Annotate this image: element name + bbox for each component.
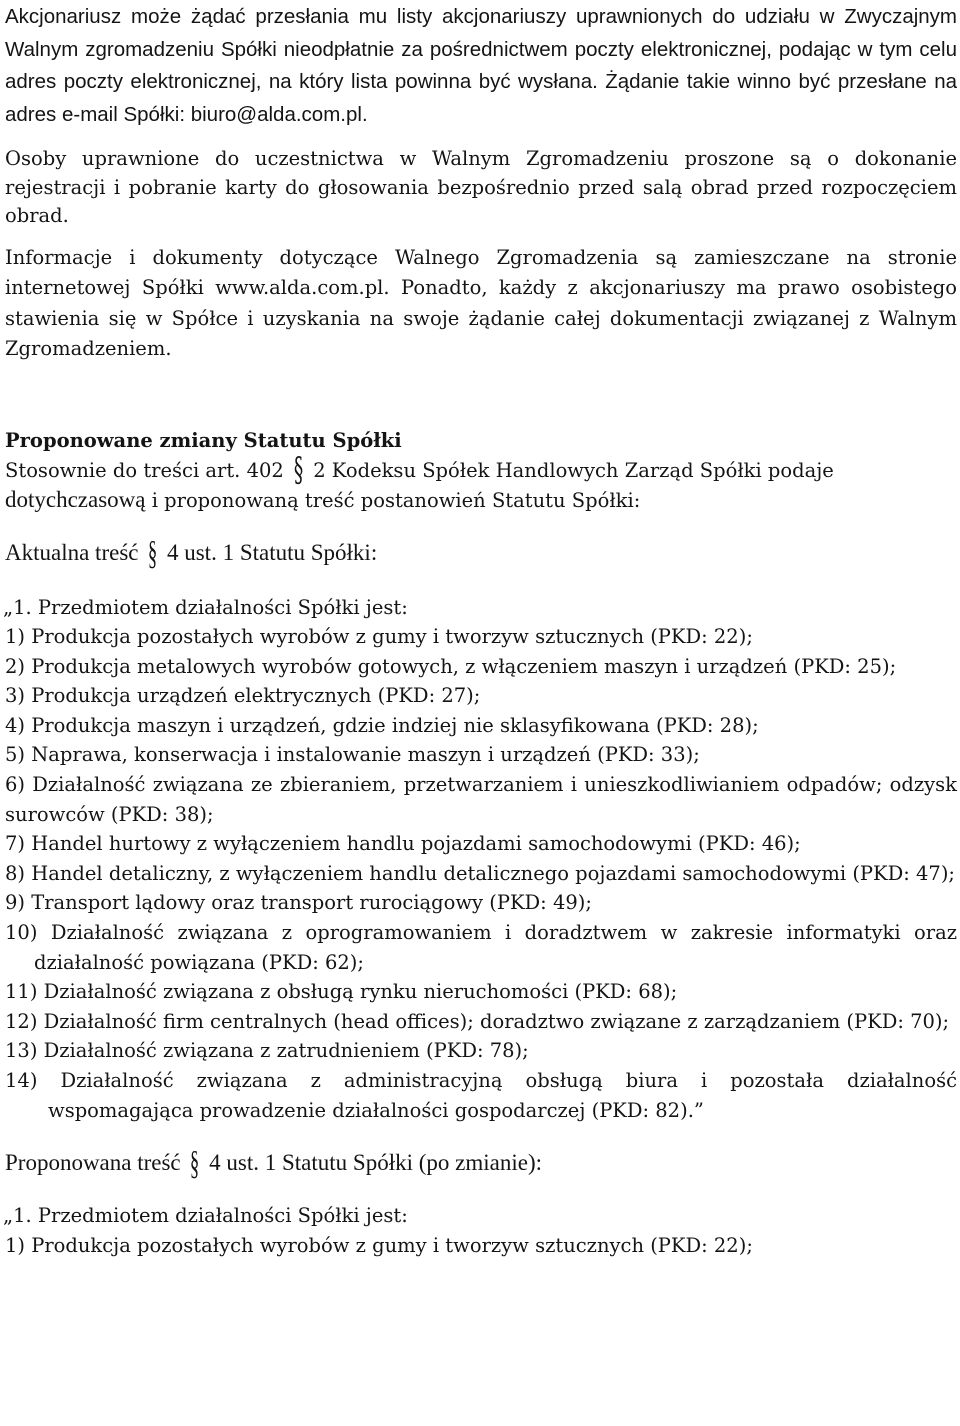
list-item: 1) Produkcja pozostałych wyrobów z gumy i tworzyw sztucznych (PKD: 22);	[5, 625, 753, 649]
document-page	[5, 0, 957, 1260]
list-item: 7) Handel hurtowy z wyłączeniem handlu pojazdami samochodowymi (PKD: 46);	[5, 832, 801, 856]
list-item: 9) Transport lądowy oraz transport rurociągowy (PKD: 49);	[5, 891, 592, 915]
list-item: 2) Produkcja metalowych wyrobów gotowych, z włączeniem maszyn i urządzeń (PKD: 25);	[5, 654, 897, 678]
intro-tail-b: i proponowaną treść postanowień Statutu Spółki:	[145, 488, 641, 512]
list-item: 4) Produkcja maszyn i urządzeń, gdzie indziej nie sklasyfikowana (PKD: 28);	[5, 713, 759, 737]
proposed-label-a: Proponowana treść	[5, 1150, 181, 1176]
paragraph-shareholder-list: Akcjonariusz może żądać przesłania mu listy akcjonariuszy uprawnionych do udziału w Zwyczajnym Walnym zgromadzeniu Spółki nieodpłatnie za pośrednictwem poczty elektronicznej, podając w tym celu adres poczty elektronicznej, na który lista powinna być wysłana. Żądanie takie winno być przesłane na adres e-mail Spółki: biuro@alda.com.pl.	[5, 5, 957, 126]
section-intro	[5, 449, 957, 515]
current-activity-list	[5, 593, 957, 1126]
list-item: 10) Działalność związana z oprogramowaniem i doradztwem w zakresie informatyki oraz działalność powiązana (PKD: 62);	[5, 921, 957, 974]
intro-tail-a: dotychczasową	[5, 486, 146, 512]
list-item: 1) Produkcja pozostałych wyrobów z gumy i tworzyw sztucznych (PKD: 22);	[5, 1233, 753, 1257]
current-label-b: 4 ust. 1 Statutu Spółki:	[166, 539, 378, 565]
current-section-symbol: §	[148, 534, 158, 572]
list-item: 8) Handel detaliczny, z wyłączeniem handlu detalicznego pojazdami samochodowymi (PKD: 47);	[5, 861, 956, 885]
list-item: 12) Działalność firm centralnych (head offices); doradztwo związane z zarządzaniem (PKD: 70);	[5, 1009, 950, 1033]
proposed-activity-list	[5, 1201, 957, 1260]
current-text-label	[5, 535, 957, 571]
list-opening: „1. Przedmiotem działalności Spółki jest:	[3, 595, 408, 619]
list-item: 6) Działalność związana ze zbieraniem, przetwarzaniem i unieszkodliwianiem odpadów; odzysk surowców (PKD: 38);	[5, 773, 957, 826]
list-item: 5) Naprawa, konserwacja i instalowanie maszyn i urządzeń (PKD: 33);	[5, 743, 700, 767]
list-item: 3) Produkcja urządzeń elektrycznych (PKD: 27);	[5, 684, 481, 708]
current-label-a: Aktualna treść	[5, 539, 139, 565]
list-item: 13) Działalność związana z zatrudnieniem (PKD: 78);	[5, 1039, 529, 1063]
section-heading: Proponowane zmiany Statutu Spółki	[5, 428, 402, 452]
proposed-section-symbol: §	[190, 1145, 200, 1183]
intro-start: Stosownie do treści art. 402	[5, 458, 284, 482]
list-item: 14) Działalność związana z administracyjną obsługą biura i pozostała działalność wspomagająca prowadzenie działalności gospodarczej (PKD: 82).”	[5, 1069, 957, 1122]
paragraph-registration: Osoby uprawnione do uczestnictwa w Walnym Zgromadzeniu proszone są o dokonanie rejestracji i pobranie karty do głosowania bezpośrednio przed salą obrad przed rozpoczęciem obrad.	[5, 147, 957, 227]
paragraph-documents-info: Informacje i dokumenty dotyczące Walnego Zgromadzenia są zamieszczane na stronie internetowej Spółki www.alda.com.pl. Ponadto, każdy z akcjonariuszy ma prawo osobistego stawienia się w Spółce i uzyskania na swoje żądanie całej dokumentacji związanej z Walnym Zgromadzeniem.	[5, 245, 957, 360]
list-opening: „1. Przedmiotem działalności Spółki jest:	[3, 1204, 408, 1228]
proposed-text-label	[5, 1145, 957, 1181]
section-symbol: §	[293, 449, 304, 490]
proposed-label-b: 4 ust. 1 Statutu Spółki (po zmianie):	[209, 1150, 542, 1176]
list-item: 11) Działalność związana z obsługą rynku nieruchomości (PKD: 68);	[5, 980, 678, 1004]
intro-middle: 2 Kodeksu Spółek Handlowych Zarząd Spółki podaje	[313, 458, 834, 482]
